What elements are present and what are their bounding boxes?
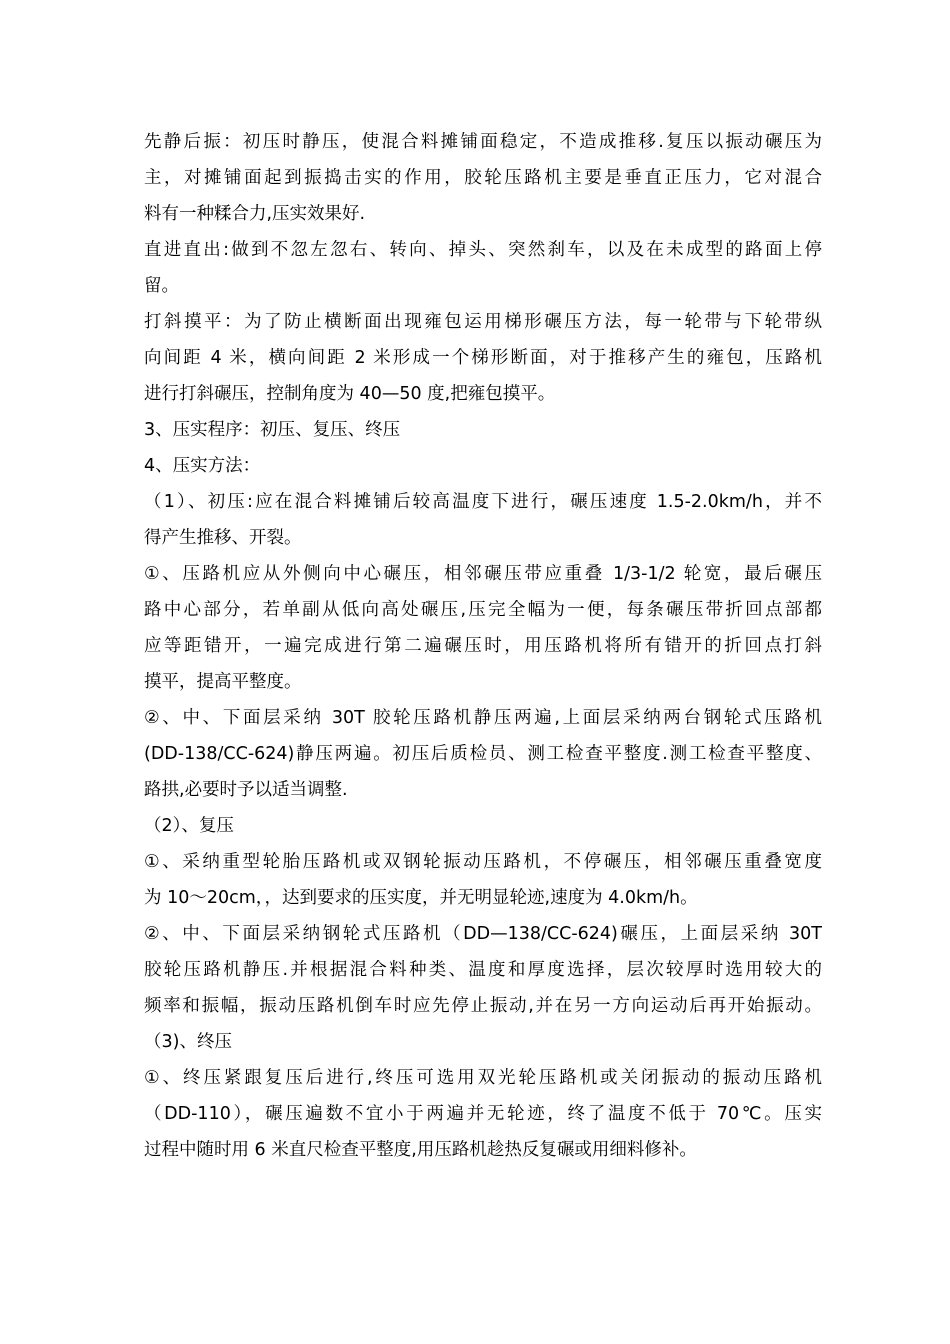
text-line: 料有一种糅合力,压实效果好.: [144, 204, 366, 224]
text-line: ②、中、下面层采纳钢轮式压路机（DD—138/CC-624)碾压，上面层采纳 30T: [144, 924, 822, 944]
text-line: （DD-110），碾压遍数不宜小于两遍并无轮迹，终了温度不低于 70℃。压实: [144, 1104, 822, 1124]
body-text: [144, 124, 822, 1168]
text-line: 先静后振：初压时静压，使混合料摊铺面稳定，不造成推移.复压以振动碾压为: [144, 132, 822, 152]
text-line: 向间距 4 米，横向间距 2 米形成一个梯形断面，对于推移产生的雍包，压路机: [144, 348, 822, 368]
text-line: 直进直出:做到不忽左忽右、转向、掉头、突然刹车，以及在未成型的路面上停: [144, 240, 822, 260]
text-line: ①、压路机应从外侧向中心碾压，相邻碾压带应重叠 1/3-1/2 轮宽，最后碾压: [144, 564, 822, 584]
text-line: 留。: [144, 276, 179, 296]
text-line: 4、压实方法：: [144, 456, 261, 476]
text-line: 打斜摸平：为了防止横断面出现雍包运用梯形碾压方法，每一轮带与下轮带纵: [144, 312, 822, 332]
text-line: 得产生推移、开裂。: [144, 528, 302, 548]
text-line: ①、终压紧跟复压后进行,终压可选用双光轮压路机或关闭振动的振动压路机: [144, 1068, 822, 1088]
text-line: 摸平，提高平整度。: [144, 672, 302, 692]
text-line: ②、中、下面层采纳 30T 胶轮压路机静压两遍,上面层采纳两台钢轮式压路机: [144, 708, 822, 728]
text-line: 频率和振幅，振动压路机倒车时应先停止振动,并在另一方向运动后再开始振动。: [144, 996, 822, 1016]
text-line: 胶轮压路机静压.并根据混合料种类、温度和厚度选择，层次较厚时选用较大的: [144, 960, 822, 980]
text-line: 路中心部分，若单副从低向高处碾压,压完全幅为一便，每条碾压带折回点部都: [144, 600, 822, 620]
text-line: （2）、复压: [144, 816, 234, 836]
text-line: (DD-138/CC-624)静压两遍。初压后质检员、测工检查平整度.测工检查平整度、: [144, 744, 822, 764]
text-line: ①、采纳重型轮胎压路机或双钢轮振动压路机，不停碾压，相邻碾压重叠宽度: [144, 852, 822, 872]
text-line: 3、压实程序：初压、复压、终压: [144, 420, 401, 440]
text-line: 为 10～20cm，，达到要求的压实度，并无明显轮迹,速度为 4.0km/h。: [144, 888, 698, 908]
text-line: 进行打斜碾压，控制角度为 40—50 度,把雍包摸平。: [144, 384, 556, 404]
text-line: （1）、初压:应在混合料摊铺后较高温度下进行，碾压速度 1.5-2.0km/h，并不: [144, 492, 822, 512]
text-line: 主，对摊铺面起到振捣击实的作用，胶轮压路机主要是垂直正压力，它对混合: [144, 168, 822, 188]
text-line: 路拱,必要时予以适当调整.: [144, 780, 348, 800]
text-line: （3)、终压: [144, 1032, 232, 1052]
text-line: 过程中随时用 6 米直尺检查平整度,用压路机趁热反复碾或用细料修补。: [144, 1140, 697, 1160]
text-line: 应等距错开，一遍完成进行第二遍碾压时，用压路机将所有错开的折回点打斜: [144, 636, 822, 656]
